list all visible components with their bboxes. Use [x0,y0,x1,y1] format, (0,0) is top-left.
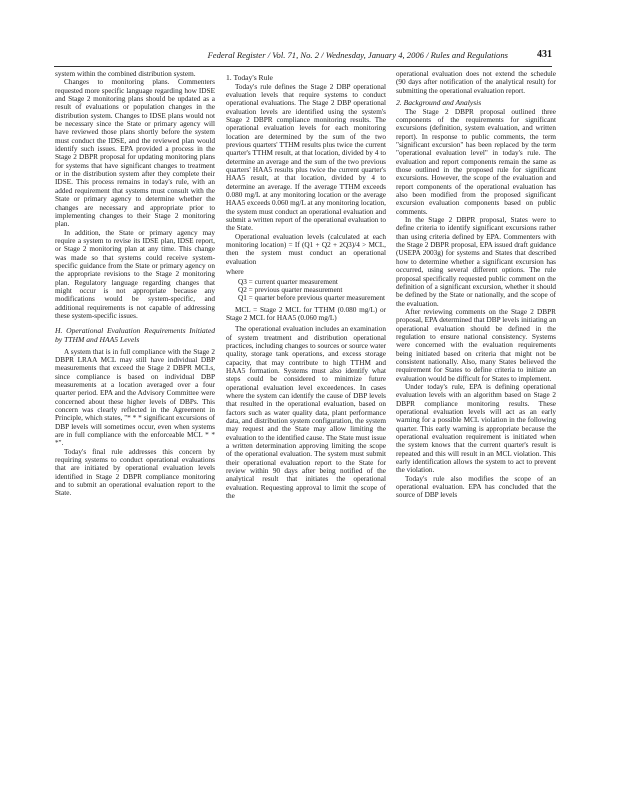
paragraph: system within the combined distribution system. [55,70,196,78]
definition-item: Q2 = previous quarter measurement [238,285,343,294]
paragraph: In addition, the State or primary agency may require a system to revise its IDSE plan, IDSE report, or Stage 2 monitoring plan at any time. This change was made so that systems could receive system-specific guidance from the State or primary agency on the appropriate revisions to the Stage 2 monitoring plan. Regulatory language regarding changes that might occur is not appropriate because any modifications would be system-specific, and additional requirements is not capable of addressing these system-specific issues. [55,228,215,320]
definition-item: Q3 = current quarter measurement [238,277,338,286]
paragraph: operational evaluation does not extend the schedule (90 days after notification of the analytical result) for submitting the operational evaluation report. [396,70,556,95]
paragraph: A system that is in full compliance with the Stage 2 DBPR LRAA MCL may still have individual DBP measurements that exceed the Stage 2 DBPR MCLs, since compliance is based on individual DBP measurements at a location averaged over a four quarter period. EPA and the Advisory Committee were concerned about these higher levels of DBPs. This concern was clearly reflected in the Agreement in Principle, which states, "* * * significant excursions of DBP levels will sometimes occur, even when systems are in full compliance with the enforceable MCL * * *". [55,347,215,448]
section-heading: 2. Background and Analysis [396,98,482,108]
section-heading: H. Operational Evaluation Requirements Initiated by TTHM and HAA5 Levels [55,326,215,344]
running-head: Federal Register / Vol. 71, No. 2 / Wednesday, January 4, 2006 / Rules and Regulations [207,50,508,60]
paragraph: The Stage 2 DBPR proposal outlined three components of the requirements for significant excursions (definition, system evaluation, and written report). In response to public comments, the term "significant excursion" has been replaced by the term "operational evaluation level" in today's rule. The evaluation and report components remain the same as those outlined in the proposed rule for significant excursions. However, the scope of the evaluation and report components of the operational evaluation has also been modified from the proposed significant excursion evaluation components based on public comments. [396,107,556,216]
paragraph: Changes to monitoring plans. Commenters requested more specific language regarding how IDSE and Stage 2 monitoring plans should be updated as a result of evaluations or population changes in the distribution system. Changes to IDSE plans would not be necessary since the State or primary agency will have reviewed those plans shortly before the system must conduct the IDSE, and the reviewed plan would identify such issues. EPA provided a process in the Stage 2 DBPR proposal for updating monitoring plans for systems that have significant changes to treatment or in the distribution system after they complete their IDSE. This process remains in today's rule, with an added requirement that systems must consult with the State or primary agency to determine whether the changes are necessary and appropriate prior to implementing changes to their Stage 2 monitoring plan. [55,78,215,229]
where-label: where [226,268,244,277]
paragraph: In the Stage 2 DBPR proposal, States were to define criteria to identify significant excursions rather than using criteria defined by EPA. Commenters with the Stage 2 DBPR proposal, EPA issued draft guidance (USEPA 2003g) for systems and States that described how to determine whether a significant excursion has occurred, using several different options. The rule proposal specifically requested public comment on the definition of a significant excursion, whether it should be defined by the State or nationally, and the scope of the evaluation. [396,216,556,308]
column-3 [396,70,556,500]
paragraph: Under today's rule, EPA is defining operational evaluation levels with an algorithm based on Stage 2 DBPR compliance monitoring results. These operational evaluation levels will act as an early warning for a possible MCL violation in the following quarter. This early warning is appropriate because the operational evaluation requirement is initiated when the system knows that the current quarter's result is repeated and this will result in an MCL violation. This early identification allows the system to act to prevent the violation. [396,382,556,475]
page-number: 431 [537,49,552,60]
paragraph: Today's rule defines the Stage 2 DBP operational evaluation levels that require systems to conduct operational evaluations. The Stage 2 DBP operational evaluation levels are identified using the system's Stage 2 DBPR compliance monitoring results. The operational evaluation levels for each monitoring location are determined by the sum of the two previous quarters' TTHM results plus twice the current quarter's TTHM result, at that location, divided by 4 to determine an average and the sum of the two previous quarters' HAA5 results plus twice the current quarter's HAA5 result, at that location, divided by 4 to determine an average. If the average TTHM exceeds 0.080 mg/L at any monitoring location or the average HAA5 exceeds 0.060 mg/L at any monitoring location, the system must conduct an operational evaluation and submit a written report of the operational evaluation to the State. [226,82,386,233]
header-rule [54,66,552,67]
section-heading: 1. Today's Rule [226,73,273,82]
definition-item: Q1 = quarter before previous quarter measurement [238,294,386,303]
definition-list [238,278,386,303]
equation-paragraph: Operational evaluation levels (calculated at each monitoring location) = If (Q1 + Q2 + 2Q3)/4 > MCL, then the system must conduct an operational evaluation [226,232,386,266]
paragraph: Today's final rule addresses this concern by requiring systems to conduct operational evaluations that are initiated by operational evaluation levels identified in Stage 2 DBPR compliance monitoring and to submit an operational evaluation report to the State. [55,447,215,498]
column-1 [55,70,215,498]
paragraph: After reviewing comments on the Stage 2 DBPR proposal, EPA determined that DBP levels initiating an operational evaluation should be defined in the regulation to ensure national consistency. Systems were concerned with the evaluation requirements being initiated based on criteria that might not be consistent nationally. Also, many States believed the requirement for States to define criteria to initiate an evaluation would be difficult for States to implement. [396,307,556,383]
paragraph: The operational evaluation includes an examination of system treatment and distribution operational practices, including changes to sources or source water quality, storage tank operations, and excess storage capacity, that may contribute to high TTHM and HAA5 formation. Systems must also identify what steps could be considered to minimize future operational evaluation level exceedences. In cases where the system can identify the cause of DBP levels that resulted in the operational evaluation, based on factors such as water quality data, plant performance data, and distribution system configuration, the system may request and the State may allow limiting the evaluation to the identified cause. The State must issue a written determination approving limiting the scope of the operational evaluation. The system must submit their operational evaluation report to the State for review within 90 days after being notified of the analytical result that initiates the operational evaluation. Requesting approval to limit the scope of the [226,325,386,501]
page-header [54,50,552,64]
paragraph: MCL = Stage 2 MCL for TTHM (0.080 mg/L) or Stage 2 MCL for HAA5 (0.060 mg/L) [226,305,386,322]
column-2 [226,70,386,500]
paragraph: Today's rule also modifies the scope of an operational evaluation. EPA has concluded that the source of DBP levels [396,474,556,500]
